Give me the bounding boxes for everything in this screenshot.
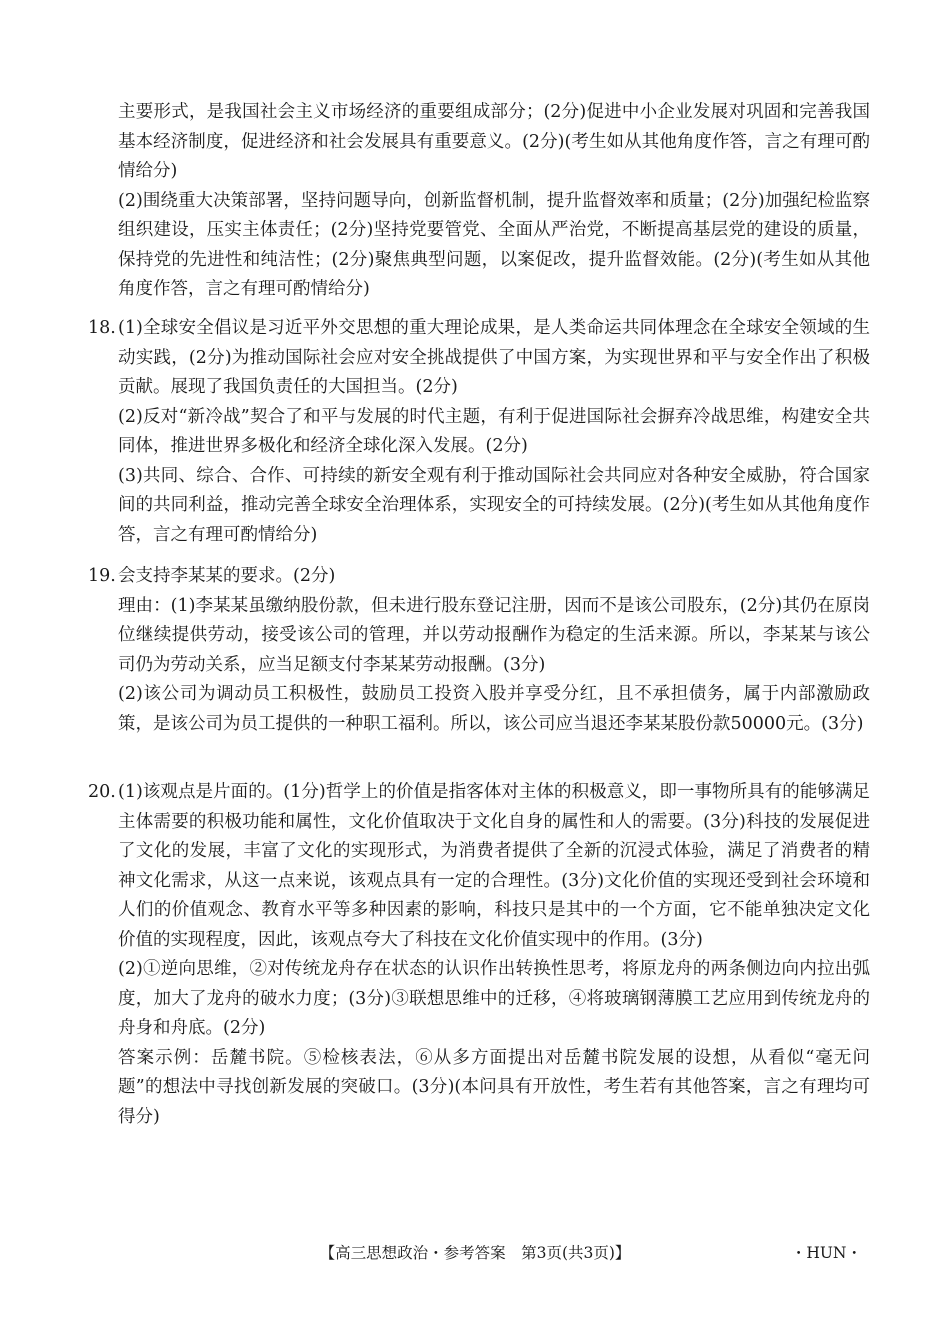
question-18-part3: (3)共同、综合、合作、可持续的新安全观有利于推动国际社会共同应对各种安全威胁，符合国家间的共同利益，推动完善全球安全治理体系，实现安全的可持续发展。(2分)(考生如从其他角度作答，言之有理可酌情给分) [118,465,870,545]
question-17-continuation [0,98,950,305]
answer-text: (1)该观点是片面的。(1分)哲学上的价值是指客体对主体的积极意义，即一事物所具有的能够满足主体需要的积极功能和属性，文化价值取决于文化自身的属性和人的需要。(3分)科技的发展促进了文化的发展，丰富了文化的实现形式，为消费者提供了全新的沉浸式体验，满足了消费者的精神文化需求，从这一点来说，该观点具有一定的合理性。(3分)文化价值的实现还受到社会环境和人们的价值观念、教育水平等多种因素的影响，科技只是其中的一个方面，它不能单独决定文化价值的实现程度，因此，该观点夸大了科技在文化价值实现中的作用。(3分) [118,782,870,950]
question-20-part1 [0,778,870,955]
question-number: 20. [88,782,116,802]
question-19-verdict [0,562,870,592]
page-footer [0,1241,950,1265]
q17-part2: (2)围绕重大决策部署，坚持问题导向，创新监督机制，提升监督效率和质量；(2分)加强纪检监察组织建设，压实主体责任；(2分)坚持党要管党、全面从严治党，不断提高基层党的建设的质量，保持党的先进性和纯洁性；(2分)聚焦典型问题，以案促改，提升监督效能。(2分)(考生如从其他角度作答，言之有理可酌情给分) [118,190,870,299]
question-19 [0,562,950,739]
question-number: 18. [88,318,116,338]
question-20 [0,778,950,1132]
question-20-example: 答案示例：岳麓书院。⑤检核表法，⑥从多方面提出对岳麓书院发展的设想，从看似“毫无问题”的想法中寻找创新发展的突破口。(3分)(本问具有开放性，考生若有其他答案，言之有理均可得分) [118,1047,870,1127]
question-19-reason2: (2)该公司为调动员工积极性，鼓励员工投资入股并享受分红，且不承担债务，属于内部激励政策，是该公司为员工提供的一种职工福利。所以，该公司应当退还李某某股份款50000元。(3分) [118,684,870,734]
question-20-part2: (2)①逆向思维，②对传统龙舟存在状态的认识作出转换性思考，将原龙舟的两条侧边向内拉出弧度，加大了龙舟的破水力度；(3分)③联想思维中的迁移，④将玻璃钢薄膜工艺应用到传统龙舟的舟身和舟底。(2分) [118,959,870,1038]
question-18-part2: (2)反对“新冷战”契合了和平与发展的时代主题，有利于促进国际社会摒弃冷战思维，构建安全共同体，推进世界多极化和经济全球化深入发展。(2分) [118,406,870,456]
footer-page-info: 【高三思想政治・参考答案 第3页(共3页)】 [319,1244,631,1262]
answer-text: (1)全球安全倡议是习近平外交思想的重大理论成果，是人类命运共同体理念在全球安全领域的生动实践，(2分)为推动国际社会应对安全挑战提供了中国方案，为实现世界和平与安全作出了积极贡献。展现了我国负责任的大国担当。(2分) [118,318,870,397]
question-number: 19. [88,566,116,586]
footer-region-code: ・HUN・ [790,1244,862,1262]
question-18-part1 [0,314,870,403]
question-19-reason1: 理由：(1)李某某虽缴纳股份款，但未进行股东登记注册，因而不是该公司股东，(2分)其仍在原岗位继续提供劳动，接受该公司的管理，并以劳动报酬作为稳定的生活来源。所以，李某某与该公司仍为劳动关系，应当足额支付李某某劳动报酬。(3分) [118,595,870,675]
question-18 [0,314,950,550]
q17-part1-tail: 主要形式，是我国社会主义市场经济的重要组成部分；(2分)促进中小企业发展对巩固和完善我国基本经济制度，促进经济和社会发展具有重要意义。(2分)(考生如从其他角度作答，言之有理可酌情给分) [118,102,870,181]
answer-text: 会支持李某某的要求。(2分) [118,566,336,586]
